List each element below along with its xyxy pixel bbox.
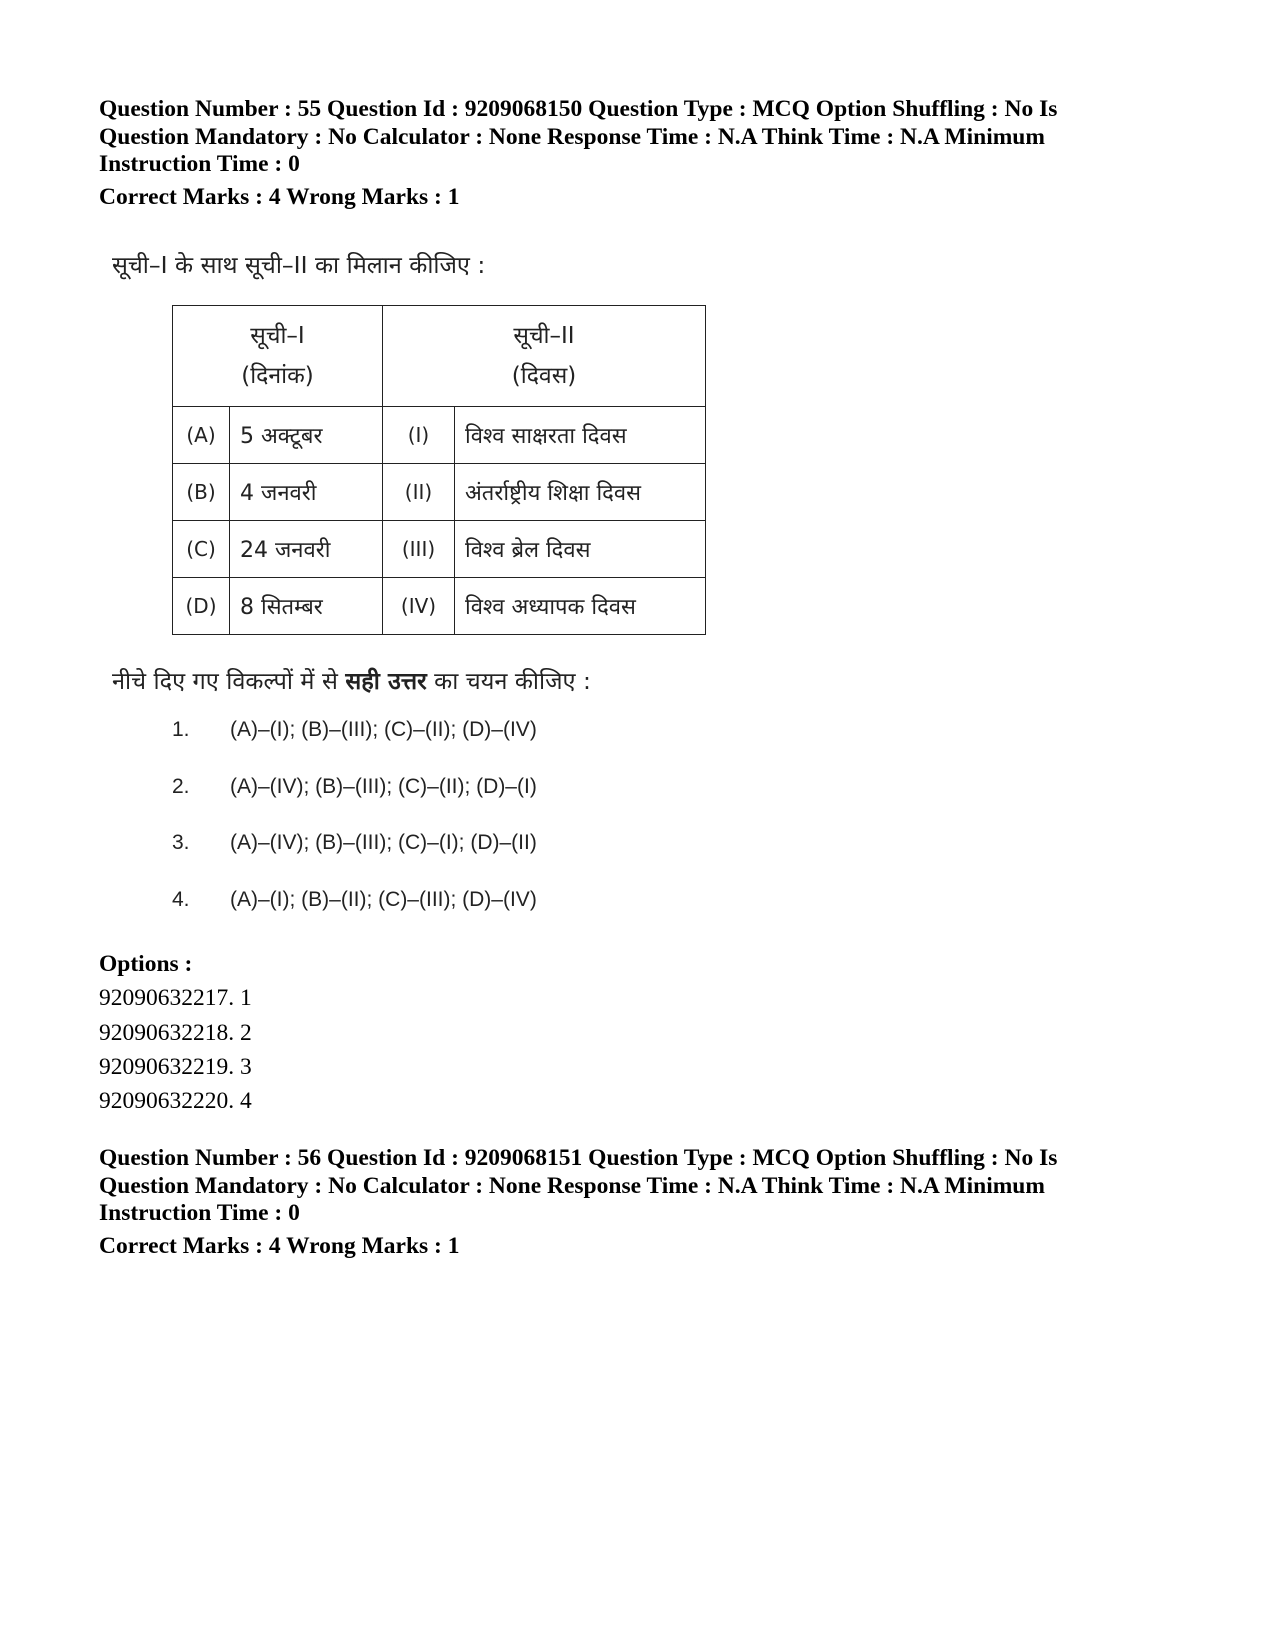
options-heading: Options :	[99, 951, 193, 977]
choice-number: 4.	[172, 887, 190, 911]
row-day: अंतर्राष्ट्रीय शिक्षा दिवस	[455, 464, 706, 521]
match-prompt: सूची–I के साथ सूची–II का मिलान कीजिए :	[112, 251, 486, 279]
question-meta-line: Question Mandatory : No Calculator : None Response Time : N.A Think Time : N.A Minimum	[99, 1172, 1045, 1199]
list-1-subtitle: (दिनांक)	[241, 363, 314, 389]
match-table	[172, 305, 706, 635]
instruction-bold-text: सही उत्तर	[345, 667, 427, 695]
list-1-header	[173, 306, 383, 407]
choice-text: (A)–(IV); (B)–(III); (C)–(I); (D)–(II)	[230, 831, 537, 854]
instruction-text: का चयन कीजिए :	[426, 667, 591, 695]
option-item: 92090632217. 1	[99, 985, 252, 1012]
row-numeral: (IV)	[383, 578, 455, 635]
row-numeral: (III)	[383, 521, 455, 578]
question-55-header	[99, 96, 1189, 211]
list-2-subtitle: (दिवस)	[511, 363, 577, 389]
question-56-header	[99, 1145, 1189, 1260]
table-row	[173, 407, 706, 464]
row-label: (C)	[173, 521, 230, 578]
row-date: 8 सितम्बर	[230, 578, 383, 635]
table-row	[173, 578, 706, 635]
question-meta-line: Question Mandatory : No Calculator : None Response Time : N.A Think Time : N.A Minimum	[99, 123, 1045, 150]
list-2-header	[383, 306, 706, 407]
question-marks: Correct Marks : 4 Wrong Marks : 1	[99, 1232, 460, 1259]
answer-choice	[172, 888, 537, 945]
question-meta-line: Instruction Time : 0	[99, 151, 300, 177]
option-item: 92090632220. 4	[99, 1088, 252, 1115]
table-row	[173, 464, 706, 521]
choice-number: 2.	[172, 774, 190, 798]
answer-choice	[172, 718, 537, 775]
answer-choice	[172, 831, 537, 888]
row-numeral: (II)	[383, 464, 455, 521]
table-header-row	[173, 306, 706, 407]
row-label: (B)	[173, 464, 230, 521]
options-list	[99, 947, 252, 1118]
choice-instruction	[112, 666, 591, 696]
row-label: (D)	[173, 578, 230, 635]
row-day: विश्व साक्षरता दिवस	[455, 407, 706, 464]
table-row	[173, 521, 706, 578]
list-1-title: सूची–I	[250, 323, 305, 349]
answer-choices	[172, 718, 537, 944]
answer-choice	[172, 775, 537, 832]
row-date: 5 अक्टूबर	[230, 407, 383, 464]
choice-text: (A)–(I); (B)–(III); (C)–(II); (D)–(IV)	[230, 718, 537, 741]
row-date: 24 जनवरी	[230, 521, 383, 578]
choice-text: (A)–(IV); (B)–(III); (C)–(II); (D)–(I)	[230, 774, 537, 798]
row-day: विश्व ब्रेल दिवस	[455, 521, 706, 578]
option-item: 92090632219. 3	[99, 1053, 252, 1080]
row-numeral: (I)	[383, 407, 455, 464]
choice-number: 3.	[172, 831, 190, 854]
choice-number: 1.	[172, 718, 190, 741]
row-date: 4 जनवरी	[230, 464, 383, 521]
question-marks: Correct Marks : 4 Wrong Marks : 1	[99, 183, 460, 210]
instruction-text: नीचे दिए गए विकल्पों में से	[112, 667, 346, 695]
question-meta-line: Instruction Time : 0	[99, 1200, 300, 1226]
question-meta-line: Question Number : 56 Question Id : 9209068151 Question Type : MCQ Option Shuffling : No Is	[99, 1145, 1058, 1171]
question-meta-line: Question Number : 55 Question Id : 9209068150 Question Type : MCQ Option Shuffling : No Is	[99, 96, 1058, 122]
row-label: (A)	[173, 407, 230, 464]
list-2-title: सूची–II	[513, 323, 575, 349]
option-item: 92090632218. 2	[99, 1019, 252, 1046]
row-day: विश्व अध्यापक दिवस	[455, 578, 706, 635]
choice-text: (A)–(I); (B)–(II); (C)–(III); (D)–(IV)	[230, 887, 537, 911]
